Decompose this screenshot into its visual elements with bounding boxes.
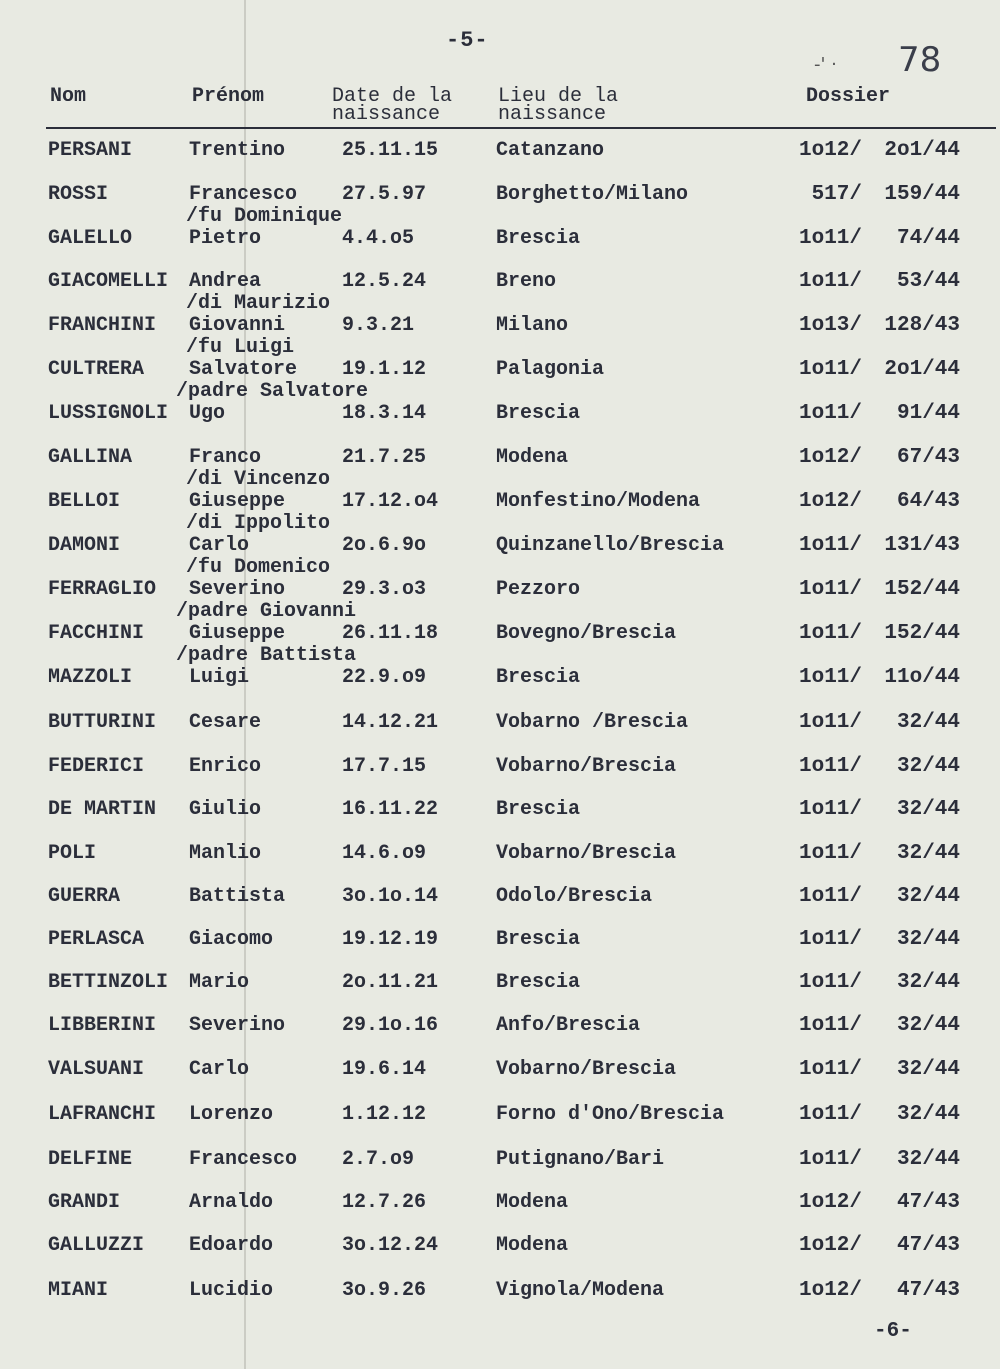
row-lieu: Putignano/Bari bbox=[496, 1148, 665, 1171]
row-dossier-year: 47/43 bbox=[896, 1234, 960, 1257]
page-number: -5- bbox=[446, 28, 489, 53]
row-parent-note: /fu Luigi bbox=[186, 336, 295, 359]
row-dossier-year: 32/44 bbox=[896, 842, 960, 865]
row-date: 12.7.26 bbox=[342, 1191, 427, 1214]
row-nom: BUTTURINI bbox=[48, 711, 157, 734]
row-date: 3o.1o.14 bbox=[342, 885, 439, 908]
row-parent-note: /di Maurizio bbox=[186, 292, 331, 315]
row-date: 9.3.21 bbox=[342, 314, 415, 337]
row-parent-note: /padre Salvatore bbox=[176, 380, 369, 403]
row-dossier-year: 152/44 bbox=[884, 578, 960, 601]
row-dossier-year: 32/44 bbox=[896, 1148, 960, 1171]
row-dossier-year: 152/44 bbox=[884, 622, 960, 645]
row-dossier-year: 32/44 bbox=[896, 928, 960, 951]
row-date: 4.4.o5 bbox=[342, 227, 415, 250]
row-prenom: Andrea bbox=[189, 270, 262, 293]
row-lieu: Forno d'Ono/Brescia bbox=[496, 1103, 725, 1126]
row-nom: DE MARTIN bbox=[48, 798, 157, 821]
row-dossier-number: 1o12/ bbox=[798, 139, 862, 162]
row-dossier-year: 64/43 bbox=[896, 490, 960, 513]
row-lieu: Brescia bbox=[496, 666, 581, 689]
row-dossier-year: 32/44 bbox=[896, 1103, 960, 1126]
row-nom: BELLOI bbox=[48, 490, 121, 513]
row-dossier-number: 1o11/ bbox=[798, 666, 862, 689]
row-prenom: Salvatore bbox=[189, 358, 298, 381]
row-date: 3o.12.24 bbox=[342, 1234, 439, 1257]
row-dossier-number: 1o11/ bbox=[798, 534, 862, 557]
row-dossier-year: 32/44 bbox=[896, 885, 960, 908]
row-nom: LIBBERINI bbox=[48, 1014, 157, 1037]
row-dossier-number: 1o11/ bbox=[798, 578, 862, 601]
row-dossier-year: 11o/44 bbox=[884, 666, 960, 689]
row-dossier-number: 1o12/ bbox=[798, 446, 862, 469]
row-lieu: Modena bbox=[496, 1191, 569, 1214]
row-dossier-year: 131/43 bbox=[884, 534, 960, 557]
row-dossier-year: 32/44 bbox=[896, 798, 960, 821]
row-nom: FEDERICI bbox=[48, 755, 145, 778]
row-nom: VALSUANI bbox=[48, 1058, 145, 1081]
row-lieu: Breno bbox=[496, 270, 557, 293]
row-dossier-year: 91/44 bbox=[896, 402, 960, 425]
row-prenom: Giuseppe bbox=[189, 490, 286, 513]
row-dossier-year: 32/44 bbox=[896, 1058, 960, 1081]
row-date: 22.9.o9 bbox=[342, 666, 427, 689]
header-lieu-line2: naissance bbox=[498, 103, 607, 126]
row-lieu: Quinzanello/Brescia bbox=[496, 534, 725, 557]
row-lieu: Pezzoro bbox=[496, 578, 581, 601]
row-dossier-year: 128/43 bbox=[884, 314, 960, 337]
row-nom: GALELLO bbox=[48, 227, 133, 250]
row-prenom: Enrico bbox=[189, 755, 262, 778]
row-lieu: Modena bbox=[496, 446, 569, 469]
row-parent-note: /padre Battista bbox=[176, 644, 357, 667]
row-prenom: Giuseppe bbox=[189, 622, 286, 645]
row-parent-note: /fu Dominique bbox=[186, 205, 343, 228]
row-dossier-number: 517/ bbox=[811, 183, 862, 206]
row-nom: POLI bbox=[48, 842, 97, 865]
row-nom: MIANI bbox=[48, 1279, 109, 1302]
row-lieu: Milano bbox=[496, 314, 569, 337]
row-prenom: Lucidio bbox=[189, 1279, 274, 1302]
row-prenom: Carlo bbox=[189, 1058, 250, 1081]
row-nom: DAMONI bbox=[48, 534, 121, 557]
row-nom: CULTRERA bbox=[48, 358, 145, 381]
row-nom: GRANDI bbox=[48, 1191, 121, 1214]
row-lieu: Borghetto/Milano bbox=[496, 183, 689, 206]
row-date: 19.1.12 bbox=[342, 358, 427, 381]
row-prenom: Edoardo bbox=[189, 1234, 274, 1257]
handwritten-number: 78 bbox=[898, 40, 942, 80]
row-prenom: Mario bbox=[189, 971, 250, 994]
row-lieu: Palagonia bbox=[496, 358, 605, 381]
row-date: 27.5.97 bbox=[342, 183, 427, 206]
row-nom: FRANCHINI bbox=[48, 314, 157, 337]
row-lieu: Vobarno/Brescia bbox=[496, 755, 677, 778]
row-nom: FACCHINI bbox=[48, 622, 145, 645]
row-lieu: Anfo/Brescia bbox=[496, 1014, 641, 1037]
row-prenom: Luigi bbox=[189, 666, 250, 689]
row-dossier-year: 74/44 bbox=[896, 227, 960, 250]
row-parent-note: /fu Domenico bbox=[186, 556, 331, 579]
header-dossier: Dossier bbox=[806, 85, 891, 108]
row-lieu: Brescia bbox=[496, 798, 581, 821]
row-dossier-number: 1o11/ bbox=[798, 885, 862, 908]
row-dossier-number: 1o11/ bbox=[798, 842, 862, 865]
row-date: 14.6.o9 bbox=[342, 842, 427, 865]
row-prenom: Cesare bbox=[189, 711, 262, 734]
row-date: 26.11.18 bbox=[342, 622, 439, 645]
row-prenom: Battista bbox=[189, 885, 286, 908]
row-date: 2o.11.21 bbox=[342, 971, 439, 994]
row-date: 12.5.24 bbox=[342, 270, 427, 293]
row-dossier-year: 2o1/44 bbox=[884, 139, 960, 162]
row-lieu: Brescia bbox=[496, 928, 581, 951]
row-parent-note: /di Ippolito bbox=[186, 512, 331, 535]
row-date: 16.11.22 bbox=[342, 798, 439, 821]
row-prenom: Arnaldo bbox=[189, 1191, 274, 1214]
row-lieu: Brescia bbox=[496, 971, 581, 994]
row-lieu: Vobarno/Brescia bbox=[496, 842, 677, 865]
row-dossier-year: 32/44 bbox=[896, 971, 960, 994]
row-dossier-number: 1o11/ bbox=[798, 622, 862, 645]
row-nom: ROSSI bbox=[48, 183, 109, 206]
row-lieu: Modena bbox=[496, 1234, 569, 1257]
row-dossier-year: 53/44 bbox=[896, 270, 960, 293]
row-dossier-year: 32/44 bbox=[896, 755, 960, 778]
row-dossier-year: 47/43 bbox=[896, 1279, 960, 1302]
row-prenom: Giulio bbox=[189, 798, 262, 821]
row-dossier-year: 2o1/44 bbox=[884, 358, 960, 381]
row-lieu: Catanzano bbox=[496, 139, 605, 162]
row-dossier-number: 1o11/ bbox=[798, 358, 862, 381]
row-date: 29.1o.16 bbox=[342, 1014, 439, 1037]
row-parent-note: /di Vincenzo bbox=[186, 468, 331, 491]
row-date: 2o.6.9o bbox=[342, 534, 427, 557]
row-prenom: Severino bbox=[189, 578, 286, 601]
row-dossier-year: 32/44 bbox=[896, 1014, 960, 1037]
row-nom: GUERRA bbox=[48, 885, 121, 908]
row-prenom: Giacomo bbox=[189, 928, 274, 951]
row-prenom: Severino bbox=[189, 1014, 286, 1037]
row-lieu: Odolo/Brescia bbox=[496, 885, 653, 908]
row-prenom: Carlo bbox=[189, 534, 250, 557]
row-date: 3o.9.26 bbox=[342, 1279, 427, 1302]
row-dossier-year: 159/44 bbox=[884, 183, 960, 206]
header-date-line1: Date de la bbox=[332, 85, 453, 108]
row-prenom: Manlio bbox=[189, 842, 262, 865]
row-prenom: Pietro bbox=[189, 227, 262, 250]
row-lieu: Vignola/Modena bbox=[496, 1279, 665, 1302]
row-dossier-number: 1o11/ bbox=[798, 1148, 862, 1171]
row-dossier-number: 1o11/ bbox=[798, 711, 862, 734]
row-dossier-number: 1o12/ bbox=[798, 490, 862, 513]
row-dossier-number: 1o11/ bbox=[798, 1014, 862, 1037]
row-dossier-number: 1o11/ bbox=[798, 270, 862, 293]
handwritten-mark: -' · bbox=[814, 54, 837, 75]
row-dossier-number: 1o12/ bbox=[798, 1191, 862, 1214]
row-dossier-year: 32/44 bbox=[896, 711, 960, 734]
row-dossier-number: 1o11/ bbox=[798, 798, 862, 821]
header-prenom: Prénom bbox=[192, 85, 265, 108]
row-nom: PERLASCA bbox=[48, 928, 145, 951]
row-nom: DELFINE bbox=[48, 1148, 133, 1171]
row-dossier-number: 1o11/ bbox=[798, 227, 862, 250]
row-lieu: Bovegno/Brescia bbox=[496, 622, 677, 645]
row-dossier-year: 47/43 bbox=[896, 1191, 960, 1214]
row-date: 1.12.12 bbox=[342, 1103, 427, 1126]
row-prenom: Francesco bbox=[189, 183, 298, 206]
row-prenom: Ugo bbox=[189, 402, 226, 425]
row-dossier-number: 1o12/ bbox=[798, 1234, 862, 1257]
row-parent-note: /padre Giovanni bbox=[176, 600, 357, 623]
row-date: 2.7.o9 bbox=[342, 1148, 415, 1171]
row-date: 19.6.14 bbox=[342, 1058, 427, 1081]
row-nom: PERSANI bbox=[48, 139, 133, 162]
row-nom: BETTINZOLI bbox=[48, 971, 169, 994]
row-dossier-number: 1o11/ bbox=[798, 1103, 862, 1126]
footer-page-number: -6- bbox=[874, 1320, 912, 1343]
row-dossier-number: 1o11/ bbox=[798, 928, 862, 951]
row-date: 14.12.21 bbox=[342, 711, 439, 734]
row-lieu: Vobarno /Brescia bbox=[496, 711, 689, 734]
row-dossier-number: 1o13/ bbox=[798, 314, 862, 337]
row-date: 19.12.19 bbox=[342, 928, 439, 951]
row-lieu: Brescia bbox=[496, 227, 581, 250]
row-dossier-number: 1o11/ bbox=[798, 402, 862, 425]
row-dossier-number: 1o12/ bbox=[798, 1279, 862, 1302]
row-lieu: Brescia bbox=[496, 402, 581, 425]
row-lieu: Monfestino/Modena bbox=[496, 490, 701, 513]
header-nom: Nom bbox=[50, 85, 87, 108]
row-lieu: Vobarno/Brescia bbox=[496, 1058, 677, 1081]
row-prenom: Lorenzo bbox=[189, 1103, 274, 1126]
row-prenom: Giovanni bbox=[189, 314, 286, 337]
row-dossier-number: 1o11/ bbox=[798, 1058, 862, 1081]
row-date: 17.7.15 bbox=[342, 755, 427, 778]
row-dossier-number: 1o11/ bbox=[798, 971, 862, 994]
header-rule bbox=[46, 127, 996, 129]
row-nom: MAZZOLI bbox=[48, 666, 133, 689]
row-date: 21.7.25 bbox=[342, 446, 427, 469]
header-lieu-line1: Lieu de la bbox=[498, 85, 619, 108]
row-dossier-year: 67/43 bbox=[896, 446, 960, 469]
header-date-line2: naissance bbox=[332, 103, 441, 126]
row-nom: FERRAGLIO bbox=[48, 578, 157, 601]
row-nom: LUSSIGNOLI bbox=[48, 402, 169, 425]
row-date: 29.3.o3 bbox=[342, 578, 427, 601]
row-date: 18.3.14 bbox=[342, 402, 427, 425]
row-date: 25.11.15 bbox=[342, 139, 439, 162]
row-dossier-number: 1o11/ bbox=[798, 755, 862, 778]
row-date: 17.12.o4 bbox=[342, 490, 439, 513]
row-nom: GIACOMELLI bbox=[48, 270, 169, 293]
row-prenom: Franco bbox=[189, 446, 262, 469]
row-nom: GALLINA bbox=[48, 446, 133, 469]
row-nom: LAFRANCHI bbox=[48, 1103, 157, 1126]
row-prenom: Trentino bbox=[189, 139, 286, 162]
row-prenom: Francesco bbox=[189, 1148, 298, 1171]
row-nom: GALLUZZI bbox=[48, 1234, 145, 1257]
